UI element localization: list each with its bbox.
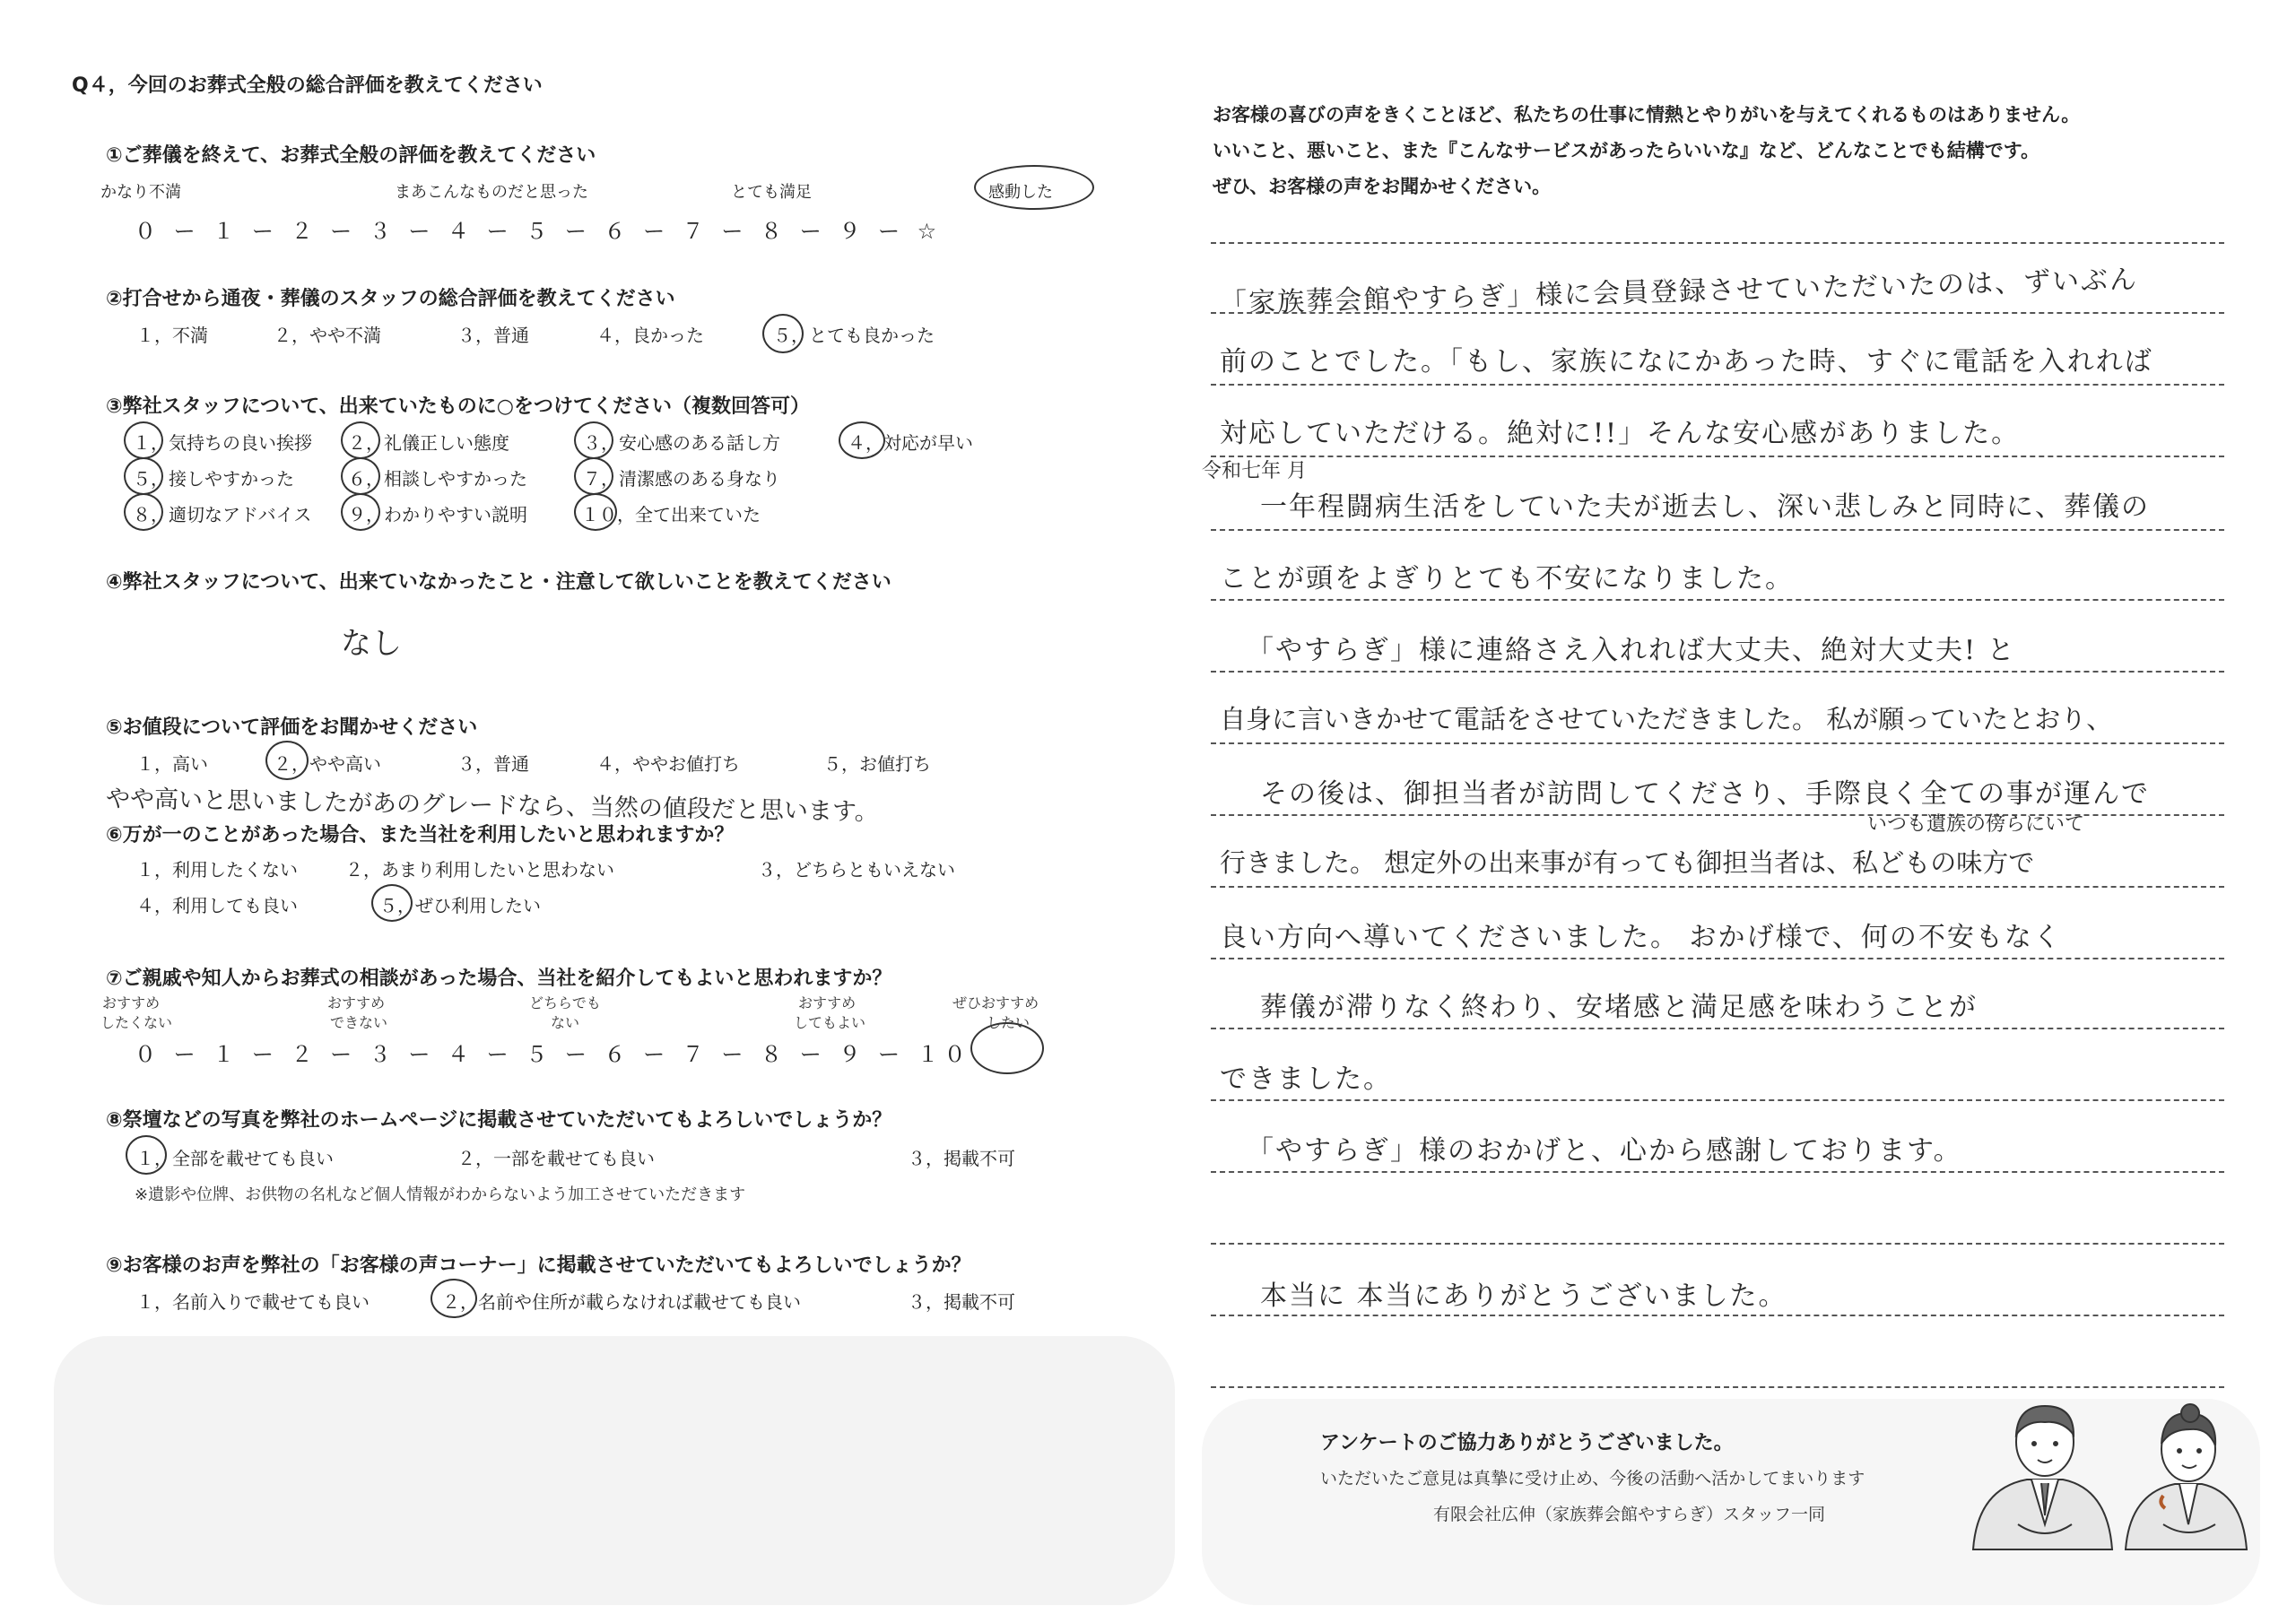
q2-answer-circle	[762, 314, 804, 353]
q5-title: ⑤お値段について評価をお聞かせください	[106, 716, 478, 739]
writing-line	[1211, 742, 2224, 744]
q3-option-9: ９，わかりやすい説明	[348, 504, 527, 525]
q3-option-10: １０，全て出来ていた	[581, 504, 761, 525]
q1-scale: ０ ー １ ー ２ ー ３ ー ４ ー ５ ー ６ ー ７ ー ８ ー ９ ー ☆	[135, 219, 943, 244]
q3-circle-3	[574, 421, 613, 459]
q6-title: ⑥万が一のことがあった場合、また当社を利用したいと思われますか？	[106, 824, 735, 846]
message-line-8: その後は、御担当者が訪問してくださり、手際良く全ての事が運んで	[1260, 778, 2150, 810]
q5-option-4: ４，ややお値打ち	[596, 753, 740, 775]
q1-answer-circle	[974, 165, 1094, 210]
q7-label-1-top: おすすめ	[102, 994, 161, 1011]
q7-scale: ０ ー １ ー ２ ー ３ ー ４ ー ５ ー ６ ー ７ ー ８ ー ９ ー １０	[135, 1042, 971, 1067]
q3-option-6: ６，相談しやすかった	[348, 468, 527, 490]
message-line-11: 葬儀が滞りなく終わり、安堵感と満足感を味わうことが	[1260, 992, 1978, 1023]
message-line-6: 「やすらぎ」様に連絡さえ入れれば大丈夫、絶対大丈夫! と	[1247, 635, 2016, 666]
q6-option-5: ５，ぜひ利用したい	[379, 895, 541, 916]
q5-answer-circle	[265, 741, 309, 780]
q5-option-3: ３，普通	[457, 753, 529, 775]
writing-line	[1211, 1386, 2224, 1388]
q4-title: ④弊社スタッフについて、出来ていなかったこと・注意して欲しいことを教えてください	[106, 571, 891, 594]
writing-line	[1211, 456, 2224, 457]
q3-option-4: ４，対応が早い	[848, 432, 973, 454]
writing-line	[1211, 599, 2224, 601]
annotation-date: 令和七年 月	[1202, 460, 1307, 482]
q8-option-2: ２，一部を載せても良い	[457, 1148, 655, 1169]
q2-option-1: １，不満	[136, 325, 208, 346]
annotation-above: いつも遺族の傍らにいて	[1867, 813, 2085, 836]
q8-answer-circle	[126, 1135, 167, 1175]
q8-option-3: ３，掲載不可	[908, 1148, 1015, 1169]
q1-label-1: かなり不満	[100, 183, 181, 202]
q5-option-2: ２，やや高い	[274, 753, 381, 775]
q3-circle-4	[839, 421, 885, 459]
q3-circle-10	[574, 493, 617, 531]
q7-label-4-bottom: してもよい	[794, 1014, 866, 1031]
q2-option-4: ４，良かった	[596, 325, 704, 346]
q1-label-3: とても満足	[731, 183, 812, 202]
q7-label-3-bottom: ない	[551, 1014, 580, 1031]
q2-option-5: ５，とても良かった	[773, 325, 935, 346]
intro-line-2: いいこと、悪いこと、また『こんなサービスがあったらいいな』など、どんなことでも結構です。	[1213, 140, 2040, 161]
q7-title: ⑦ご親戚や知人からお葬式の相談があった場合、当社を紹介してもよいと思われますか？	[106, 968, 892, 990]
intro-line-1: お客様の喜びの声をきくことほど、私たちの仕事に情熱とやりがいを与えてくれるものはありません。	[1213, 104, 2081, 126]
intro-line-3: ぜひ、お客様の声をお聞かせください。	[1213, 176, 1552, 197]
writing-line	[1211, 242, 2224, 244]
message-line-3: 対応していただける。絶対に!!」そんな安心感がありました。	[1220, 418, 2021, 449]
writing-line	[1211, 1315, 2224, 1316]
writing-line	[1211, 1099, 2224, 1101]
q9-option-1: １，名前入りで載せても良い	[136, 1291, 370, 1313]
q5-option-5: ５，お値打ち	[823, 753, 931, 775]
q7-label-2-top: おすすめ	[327, 994, 386, 1011]
message-line-12: できました。	[1220, 1063, 1392, 1095]
footer-line-2: いただいたご意見は真摯に受け止め、今後の活動へ活かしてまいります	[1320, 1469, 1866, 1488]
q3-circle-1	[124, 421, 163, 459]
q2-option-2: ２，やや不満	[274, 325, 381, 346]
q3-circle-5	[124, 457, 163, 495]
q3-circle-6	[341, 457, 380, 495]
message-line-10: 良い方向へ導いてくださいました。 おかげ様で、何の不安もなく	[1220, 922, 2062, 953]
q1-label-2: まあこんなものだと思った	[395, 183, 588, 202]
q3-circle-8	[124, 493, 163, 531]
message-line-5: ことが頭をよぎりとても不安になりました。	[1220, 563, 1794, 595]
q3-option-3: ３，安心感のある話し方	[583, 432, 780, 454]
q3-option-2: ２，礼儀正しい態度	[348, 432, 509, 454]
message-line-2: 前のことでした。「もし、家族になにかあった時、すぐに電話を入れれば	[1220, 346, 2153, 378]
footer-thanks: アンケートのご協力ありがとうございました。	[1320, 1432, 1734, 1454]
q6-option-3: ３，どちらともいえない	[758, 859, 955, 881]
q7-label-4-top: おすすめ	[798, 994, 857, 1011]
writing-line	[1211, 886, 2224, 888]
q3-option-5: ５，接しやすかった	[133, 468, 294, 490]
writing-line	[1211, 529, 2224, 531]
writing-line	[1211, 1243, 2224, 1245]
writing-line	[1211, 671, 2224, 673]
q4-answer: なし	[341, 626, 402, 662]
q7-label-1-bottom: したくない	[100, 1014, 173, 1031]
writing-line	[1211, 958, 2224, 959]
q1-label-4: 感動した	[988, 183, 1053, 202]
survey-title: Q４，今回のお葬式全般の総合評価を教えてください	[72, 74, 543, 97]
q7-label-2-bottom: できない	[330, 1014, 388, 1031]
message-line-13: 「やすらぎ」様のおかげと、心から感謝しております。	[1247, 1135, 1962, 1167]
q8-option-1: １，全部を載せても良い	[136, 1148, 334, 1169]
q5-option-1: １，高い	[136, 753, 208, 775]
q7-label-3-top: どちらでも	[529, 994, 601, 1011]
q3-circle-2	[341, 421, 380, 459]
male-staff-figure	[1973, 1406, 2112, 1549]
q3-option-1: １，気持ちの良い挨拶	[133, 432, 312, 454]
message-line-4: 一年程闘病生活をしていた夫が逝去し、深い悲しみと同時に、葬儀の	[1260, 491, 2150, 523]
writing-line	[1211, 1171, 2224, 1173]
q6-option-1: １，利用したくない	[136, 859, 298, 881]
q9-answer-circle	[430, 1279, 477, 1318]
q9-option-2: ２，名前や住所が載らなければ載せても良い	[442, 1291, 801, 1313]
q7-label-5-bottom: したい	[987, 1014, 1031, 1031]
female-staff-figure	[2126, 1404, 2247, 1549]
background-shade	[54, 1336, 1175, 1605]
message-line-1: 「家族葬会館やすらぎ」様に会員登録させていただいたのは、ずいぶん	[1219, 264, 2139, 320]
message-line-9: 行きました。 想定外の出来事が有っても御担当者は、私どもの味方で	[1220, 847, 2035, 878]
staff-illustration	[1955, 1390, 2251, 1551]
q9-title: ⑨お客様のお声を弊社の「お客様の声コーナー」に掲載させていただいてもよろしいでしょうか？	[106, 1254, 971, 1277]
q7-label-5-top: ぜひおすすめ	[952, 994, 1039, 1011]
q8-note: ※遺影や位牌、お供物の名札など個人情報がわからないよう加工させていただきます	[135, 1185, 746, 1204]
footer-signature: 有限会社広伸（家族葬会館やすらぎ）スタッフ一同	[1433, 1505, 1826, 1524]
q3-title: ③弊社スタッフについて、出来ていたものに○をつけてください（複数回答可）	[106, 395, 810, 418]
q5-comment: やや高いと思いましたがあのグレードなら、当然の値段だと思います。	[105, 785, 879, 827]
q8-title: ⑧祭壇などの写真を弊社のホームページに掲載させていただいてもよろしいでしょうか？	[106, 1109, 892, 1132]
q9-option-3: ３，掲載不可	[908, 1291, 1015, 1313]
writing-line	[1211, 1028, 2224, 1029]
q6-option-2: ２，あまり利用したいと思わない	[345, 859, 614, 881]
q2-title: ②打合せから通夜・葬儀のスタッフの総合評価を教えてください	[106, 288, 675, 310]
q7-answer-circle	[970, 1022, 1044, 1074]
q3-circle-7	[574, 457, 613, 495]
message-line-7: 自身に言いきかせて電話をさせていただきました。 私が願っていたとおり、	[1220, 704, 2113, 734]
q2-option-3: ３，普通	[457, 325, 529, 346]
message-line-15: 本当に 本当にありがとうございました。	[1260, 1280, 1787, 1312]
q3-option-8: ８，適切なアドバイス	[133, 504, 312, 525]
writing-line	[1211, 384, 2224, 386]
q3-option-7: ７，清潔感のある身なり	[583, 468, 780, 490]
q3-circle-9	[341, 493, 380, 531]
q6-option-4: ４，利用しても良い	[136, 895, 298, 916]
q6-answer-circle	[371, 884, 413, 922]
q1-title: ①ご葬儀を終えて、お葬式全般の評価を教えてください	[106, 144, 596, 167]
